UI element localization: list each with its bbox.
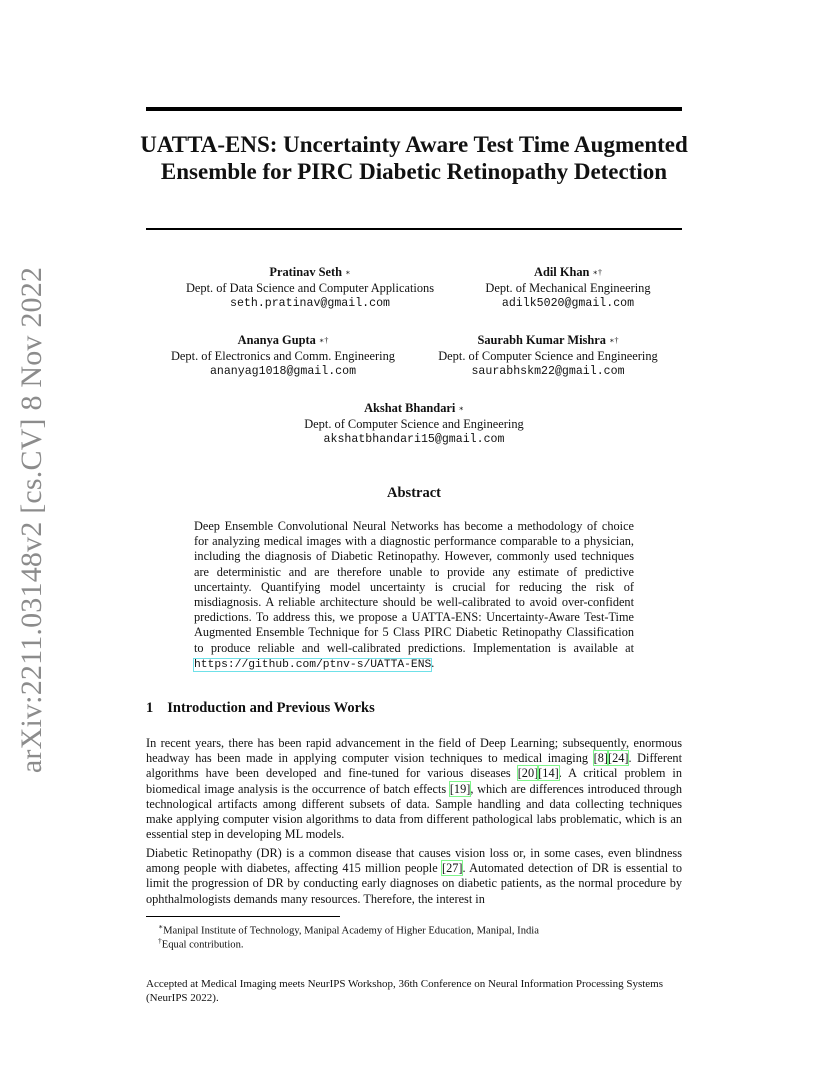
author-email[interactable]: ananyag1018@gmail.com [209,365,357,378]
footnote-text: Manipal Institute of Technology, Manipal Academy of Higher Education, Manipal, India [163,925,539,937]
author-department: Dept. of Electronics and Comm. Engineering [170,348,395,363]
venue-note: Accepted at Medical Imaging meets NeurIPS Workshop, 36th Conference on Neural Information Processing Systems (NeurIPS 2022). [146,978,664,1004]
author-department: Dept. of Mechanical Engineering [485,280,651,295]
author-department: Dept. of Computer Science and Engineering [304,416,524,431]
author-affiliation-mark: ∗† [318,336,329,345]
author-name: Adil Khan [534,265,590,279]
author-block [148,333,418,380]
title-bottom-rule [146,228,682,230]
author-email[interactable]: saurabhskm22@gmail.com [471,365,625,378]
author-affiliation-mark: ∗ [458,404,464,413]
author-department: Dept. of Data Science and Computer Applications [185,280,435,295]
abstract-body [194,519,634,673]
repository-link[interactable]: https://github.com/ptnv-s/UATTA-ENS [194,658,432,671]
arxiv-identifier: arXiv:2211.03148v2 [cs.CV] 8 Nov 2022 [15,266,48,774]
citation-link[interactable]: [19] [449,781,471,796]
author-name: Akshat Bhandari [364,401,456,415]
footnote-mark: † [158,936,162,945]
author-name: Saurabh Kumar Mishra [477,333,606,347]
title-top-rule [146,107,682,111]
abstract-heading: Abstract [387,485,441,501]
author-name: Pratinav Seth [269,265,343,279]
paragraph-text: Diabetic Retinopathy (DR) is a common disease that causes vision loss or, in some cases, even blindness among people with diabetes, affecting 415 million people [146,846,682,876]
citation-link[interactable]: [27] [441,861,463,876]
abstract-text: Deep Ensemble Convolutional Neural Networks has become a methodology of choice for analyzing medical images with a diagnostic performance comparable to a physician, including the diagnosis of Diabetic Retinopathy. However, commonly used techniques are deterministic and are therefore unable to provide any estimate of predictive uncertainty. Quantifying model uncertainty is crucial for reducing the risk of misdiagnosis. A reliable architecture should be well-calibrated to avoid over-confident predictions. To address this, we propose a UATTA-ENS: Uncertainty-Aware Test-Time Augmented Ensemble Technique for 5 Class PIRC Diabetic Retinopathy Classification to produce reliable and well-calibrated predictions. Implementation is available at [194,519,634,655]
author-email[interactable]: adilk5020@gmail.com [501,297,635,310]
citation-link[interactable]: [8] [593,751,608,766]
author-affiliation-mark: ∗† [609,336,619,345]
author-block [458,265,678,312]
section-heading [146,700,375,717]
paragraph-text: . Automated detection of DR is essential to limit the progression of DR by conducting early diagnoses on diabetic patients, as the normal procedure by ophthalmologists demands many resources. Therefore, the interest in [146,861,682,906]
citation-link[interactable]: [20] [517,766,539,781]
author-affiliation-mark: ∗ [345,268,351,277]
author-department: Dept. of Computer Science and Engineering [438,348,658,363]
author-block [418,333,678,380]
paper-title: UATTA-ENS: Uncertainty Aware Test Time Augmented Ensemble for PIRC Diabetic Retinopathy Detection [140,132,688,184]
intro-paragraph-1 [146,736,682,842]
footnote [158,934,244,952]
section-number: 1 [146,700,154,716]
author-email[interactable]: seth.pratinav@gmail.com [229,297,391,310]
author-email[interactable]: akshatbhandari15@gmail.com [323,433,505,446]
footnote-text: Equal contribution. [161,939,244,951]
paragraph-text: . Different algorithms have been developed and fine-tuned for various diseases [146,751,683,781]
citation-link[interactable]: [14] [538,766,559,781]
author-block [264,401,564,448]
author-name: Ananya Gupta [237,333,316,347]
footnote-rule [146,916,340,917]
citation-link[interactable]: [24] [607,751,629,766]
paragraph-text: In recent years, there has been rapid advancement in the field of Deep Learning; subsequently, enormous headway has been made in applying computer vision techniques to medical imaging [146,736,682,766]
section-title: Introduction and Previous Works [167,700,375,716]
footnote-mark: ∗ [158,922,164,931]
author-affiliation-mark: ∗† [592,268,602,277]
abstract-end: . [431,655,435,670]
intro-paragraph-2 [146,846,682,907]
paragraph-text: . A critical problem in biomedical image analysis is the occurrence of batch effects [146,766,682,796]
author-block [160,265,460,312]
paragraph-text: , which are differences introduced through technological artifacts among different subsets of data. Sample handling and data collecting techniques make applying computer vision algorithms to data from different pathological labs problematic, which is an essential step in developing ML models. [146,781,683,842]
